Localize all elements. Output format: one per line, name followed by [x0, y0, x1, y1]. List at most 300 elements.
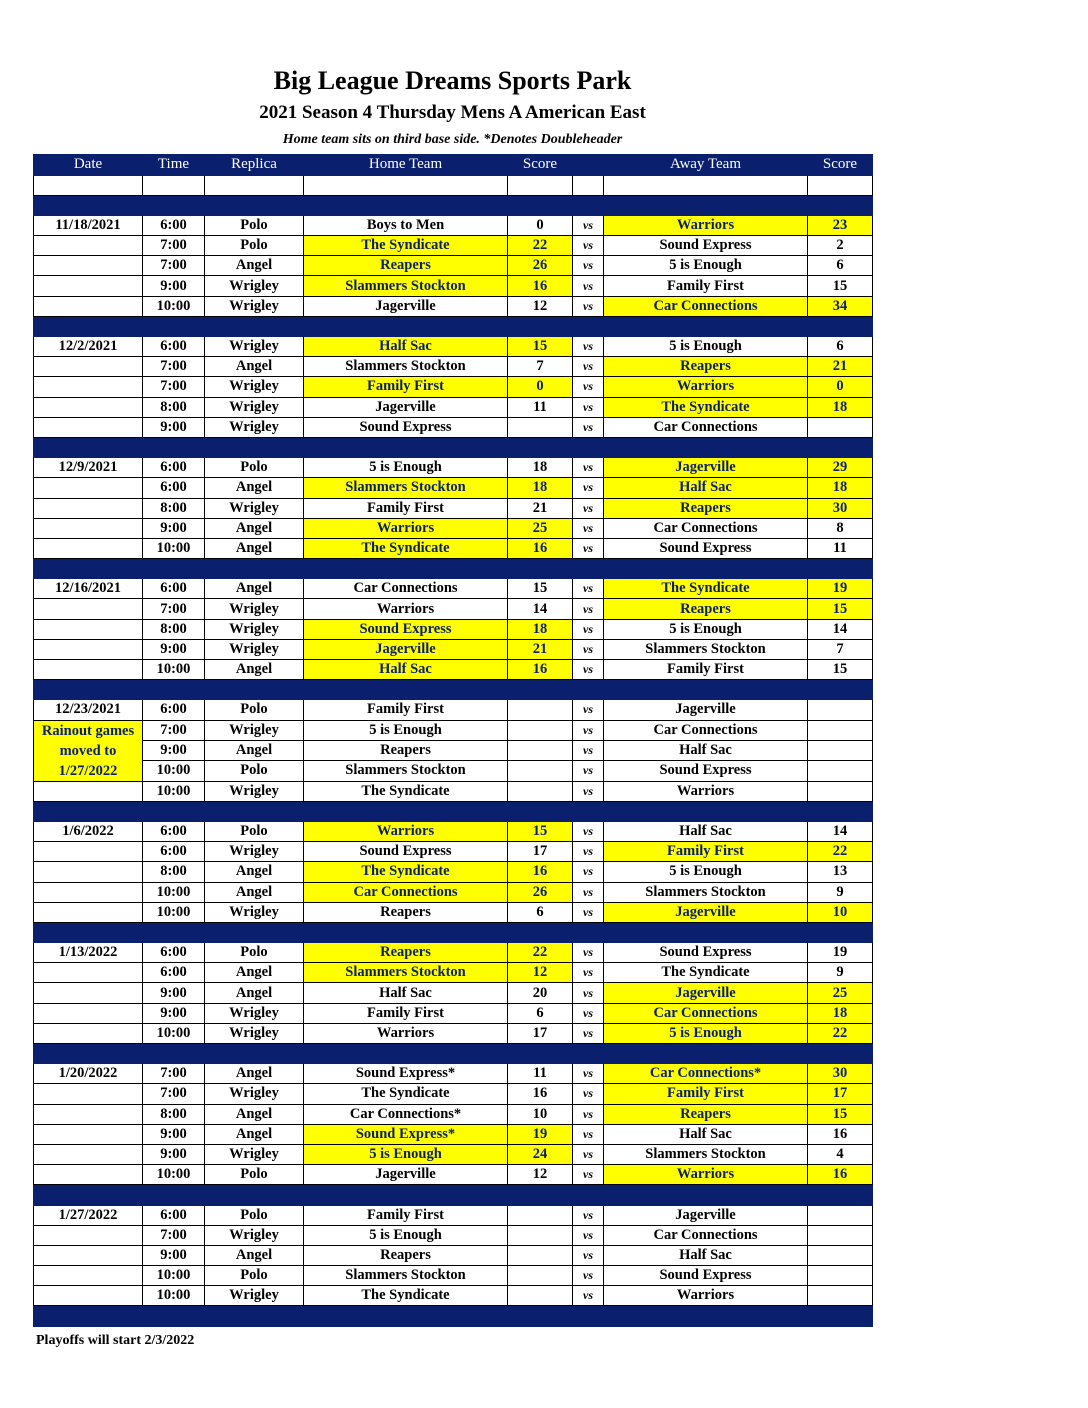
away-score [808, 1245, 873, 1265]
home-score [508, 720, 573, 740]
away-team: Sound Express [604, 1266, 808, 1286]
away-score: 0 [808, 377, 873, 397]
separator-row [34, 1044, 873, 1064]
empty-date-cell [34, 1104, 143, 1124]
vs-label: vs [573, 478, 604, 498]
away-score: 6 [808, 337, 873, 357]
game-time: 10:00 [143, 660, 205, 680]
game-replica: Angel [205, 740, 304, 760]
away-team: 5 is Enough [604, 862, 808, 882]
game-row [34, 1225, 873, 1245]
vs-label: vs [573, 983, 604, 1003]
vs-label: vs [573, 276, 604, 296]
home-score: 21 [508, 498, 573, 518]
game-replica: Wrigley [205, 337, 304, 357]
separator-cell [304, 1185, 508, 1205]
vs-label: vs [573, 781, 604, 801]
empty-date-cell [34, 1245, 143, 1265]
spacer-row [34, 175, 873, 195]
game-date: 1/13/2022 [34, 943, 143, 963]
separator-cell [304, 801, 508, 821]
separator-cell [143, 316, 205, 336]
game-row [34, 337, 873, 357]
home-score: 21 [508, 639, 573, 659]
separator-row [34, 316, 873, 336]
vs-label: vs [573, 882, 604, 902]
away-score: 11 [808, 538, 873, 558]
away-team: Half Sac [604, 821, 808, 841]
vs-label: vs [573, 599, 604, 619]
empty-date-cell [34, 1165, 143, 1185]
away-score [808, 1266, 873, 1286]
away-score: 21 [808, 357, 873, 377]
game-time: 9:00 [143, 983, 205, 1003]
empty-date-cell [34, 619, 143, 639]
home-team: Family First [304, 498, 508, 518]
away-team: Jagerville [604, 902, 808, 922]
home-score: 18 [508, 478, 573, 498]
home-score: 10 [508, 1104, 573, 1124]
home-team: Car Connections [304, 882, 508, 902]
game-row [34, 740, 873, 760]
separator-cell [604, 195, 808, 215]
away-team: Reapers [604, 1104, 808, 1124]
game-replica: Wrigley [205, 599, 304, 619]
away-score: 22 [808, 1023, 873, 1043]
separator-row [34, 801, 873, 821]
home-score: 26 [508, 256, 573, 276]
rainout-note: Rainout games moved to 1/27/2022 [34, 720, 143, 781]
game-time: 10:00 [143, 761, 205, 781]
separator-cell [604, 437, 808, 457]
game-row [34, 357, 873, 377]
game-date: 1/6/2022 [34, 821, 143, 841]
away-team: 5 is Enough [604, 256, 808, 276]
away-team: Family First [604, 660, 808, 680]
game-row [34, 377, 873, 397]
separator-cell [143, 1306, 205, 1326]
game-time: 6:00 [143, 842, 205, 862]
home-score: 17 [508, 842, 573, 862]
game-time: 9:00 [143, 1003, 205, 1023]
separator-cell [808, 559, 873, 579]
schedule-table [33, 154, 873, 1327]
separator-cell [304, 1044, 508, 1064]
game-replica: Angel [205, 1245, 304, 1265]
game-row [34, 1023, 873, 1043]
separator-cell [573, 559, 604, 579]
game-row [34, 1266, 873, 1286]
game-row [34, 1286, 873, 1306]
game-time: 6:00 [143, 478, 205, 498]
vs-label: vs [573, 1205, 604, 1225]
vs-label: vs [573, 619, 604, 639]
empty-cell [34, 175, 143, 195]
game-row [34, 1245, 873, 1265]
game-replica: Angel [205, 1064, 304, 1084]
separator-cell [573, 801, 604, 821]
empty-date-cell [34, 538, 143, 558]
away-score: 9 [808, 882, 873, 902]
separator-cell [34, 316, 143, 336]
game-time: 10:00 [143, 1286, 205, 1306]
game-row [34, 660, 873, 680]
separator-cell [205, 801, 304, 821]
game-replica: Angel [205, 256, 304, 276]
empty-date-cell [34, 902, 143, 922]
empty-date-cell [34, 377, 143, 397]
separator-cell [604, 1185, 808, 1205]
home-score: 18 [508, 619, 573, 639]
home-team: Jagerville [304, 397, 508, 417]
away-team: Half Sac [604, 1124, 808, 1144]
col-header-replica: Replica [205, 155, 304, 176]
vs-label: vs [573, 296, 604, 316]
separator-cell [205, 437, 304, 457]
game-time: 9:00 [143, 417, 205, 437]
separator-cell [143, 437, 205, 457]
home-score [508, 1245, 573, 1265]
home-team: Half Sac [304, 983, 508, 1003]
home-team: Sound Express [304, 842, 508, 862]
away-team: Reapers [604, 357, 808, 377]
home-score: 16 [508, 1084, 573, 1104]
game-time: 7:00 [143, 599, 205, 619]
separator-row [34, 437, 873, 457]
game-replica: Wrigley [205, 397, 304, 417]
separator-cell [808, 801, 873, 821]
vs-label: vs [573, 821, 604, 841]
game-replica: Angel [205, 1124, 304, 1144]
game-row [34, 983, 873, 1003]
home-score: 24 [508, 1144, 573, 1164]
home-team: Family First [304, 1205, 508, 1225]
separator-cell [304, 316, 508, 336]
vs-label: vs [573, 943, 604, 963]
away-score: 15 [808, 660, 873, 680]
vs-label: vs [573, 740, 604, 760]
home-team: The Syndicate [304, 236, 508, 256]
empty-date-cell [34, 417, 143, 437]
vs-label: vs [573, 417, 604, 437]
away-score [808, 1286, 873, 1306]
separator-cell [205, 1185, 304, 1205]
away-team: Reapers [604, 599, 808, 619]
game-replica: Polo [205, 215, 304, 235]
game-replica: Polo [205, 761, 304, 781]
vs-label: vs [573, 700, 604, 720]
home-team: 5 is Enough [304, 458, 508, 478]
home-score [508, 1286, 573, 1306]
game-time: 7:00 [143, 1225, 205, 1245]
home-team: Sound Express [304, 417, 508, 437]
game-row [34, 579, 873, 599]
home-score [508, 740, 573, 760]
away-score [808, 417, 873, 437]
game-replica: Polo [205, 1205, 304, 1225]
separator-cell [205, 1044, 304, 1064]
away-score: 13 [808, 862, 873, 882]
game-row [34, 963, 873, 983]
game-row [34, 700, 873, 720]
away-score: 2 [808, 236, 873, 256]
separator-cell [508, 680, 573, 700]
away-score: 18 [808, 397, 873, 417]
col-header-time: Time [143, 155, 205, 176]
vs-label: vs [573, 1266, 604, 1286]
empty-date-cell [34, 639, 143, 659]
away-team: Car Connections* [604, 1064, 808, 1084]
vs-label: vs [573, 1104, 604, 1124]
game-row [34, 498, 873, 518]
home-team: Reapers [304, 943, 508, 963]
empty-date-cell [34, 862, 143, 882]
home-score [508, 781, 573, 801]
away-score [808, 740, 873, 760]
game-replica: Wrigley [205, 377, 304, 397]
game-row [34, 1064, 873, 1084]
game-row [34, 296, 873, 316]
empty-date-cell [34, 1124, 143, 1144]
empty-date-cell [34, 963, 143, 983]
home-score: 16 [508, 276, 573, 296]
home-team: Warriors [304, 1023, 508, 1043]
game-time: 6:00 [143, 579, 205, 599]
game-replica: Wrigley [205, 902, 304, 922]
away-team: 5 is Enough [604, 337, 808, 357]
game-time: 8:00 [143, 619, 205, 639]
away-score [808, 700, 873, 720]
separator-cell [304, 195, 508, 215]
game-row [34, 842, 873, 862]
separator-cell [508, 1306, 573, 1326]
separator-cell [34, 801, 143, 821]
home-team: Jagerville [304, 1165, 508, 1185]
separator-cell [573, 437, 604, 457]
empty-cell [808, 175, 873, 195]
away-team: Car Connections [604, 518, 808, 538]
game-row [34, 902, 873, 922]
home-team: Slammers Stockton [304, 1266, 508, 1286]
separator-cell [508, 195, 573, 215]
home-score [508, 417, 573, 437]
separator-cell [808, 316, 873, 336]
vs-label: vs [573, 1165, 604, 1185]
vs-label: vs [573, 377, 604, 397]
game-time: 8:00 [143, 397, 205, 417]
away-score: 19 [808, 943, 873, 963]
separator-cell [34, 1185, 143, 1205]
game-replica: Angel [205, 660, 304, 680]
game-date: 12/2/2021 [34, 337, 143, 357]
away-team: Sound Express [604, 236, 808, 256]
empty-cell [205, 175, 304, 195]
vs-label: vs [573, 397, 604, 417]
away-score: 30 [808, 498, 873, 518]
empty-date-cell [34, 983, 143, 1003]
game-time: 10:00 [143, 296, 205, 316]
separator-cell [573, 316, 604, 336]
home-team: 5 is Enough [304, 1225, 508, 1245]
home-team: Family First [304, 700, 508, 720]
separator-cell [34, 1044, 143, 1064]
away-score: 29 [808, 458, 873, 478]
empty-date-cell [34, 1003, 143, 1023]
separator-cell [508, 1185, 573, 1205]
game-time: 10:00 [143, 902, 205, 922]
empty-date-cell [34, 276, 143, 296]
home-team: Warriors [304, 599, 508, 619]
separator-cell [508, 801, 573, 821]
home-team: The Syndicate [304, 781, 508, 801]
game-time: 6:00 [143, 215, 205, 235]
game-time: 7:00 [143, 1084, 205, 1104]
game-replica: Wrigley [205, 639, 304, 659]
game-date: 12/16/2021 [34, 579, 143, 599]
away-team: Jagerville [604, 700, 808, 720]
separator-cell [304, 559, 508, 579]
away-team: Half Sac [604, 478, 808, 498]
away-team: Car Connections [604, 720, 808, 740]
game-replica: Wrigley [205, 498, 304, 518]
vs-label: vs [573, 963, 604, 983]
game-time: 10:00 [143, 882, 205, 902]
game-row [34, 821, 873, 841]
home-team: Reapers [304, 902, 508, 922]
separator-cell [808, 680, 873, 700]
home-score: 22 [508, 236, 573, 256]
home-team: The Syndicate [304, 1286, 508, 1306]
separator-cell [573, 680, 604, 700]
vs-label: vs [573, 458, 604, 478]
vs-label: vs [573, 579, 604, 599]
game-row [34, 639, 873, 659]
separator-cell [205, 316, 304, 336]
separator-cell [143, 1044, 205, 1064]
game-time: 9:00 [143, 1144, 205, 1164]
game-replica: Wrigley [205, 1225, 304, 1245]
separator-cell [508, 559, 573, 579]
away-team: Reapers [604, 498, 808, 518]
away-score: 16 [808, 1165, 873, 1185]
game-replica: Wrigley [205, 619, 304, 639]
game-time: 7:00 [143, 357, 205, 377]
away-score: 10 [808, 902, 873, 922]
vs-label: vs [573, 236, 604, 256]
home-team: Warriors [304, 518, 508, 538]
away-team: Warriors [604, 781, 808, 801]
away-score: 4 [808, 1144, 873, 1164]
game-replica: Wrigley [205, 276, 304, 296]
separator-cell [34, 559, 143, 579]
game-time: 6:00 [143, 821, 205, 841]
separator-cell [808, 922, 873, 942]
home-team: Car Connections [304, 579, 508, 599]
vs-label: vs [573, 1003, 604, 1023]
game-row [34, 1165, 873, 1185]
separator-cell [205, 195, 304, 215]
separator-cell [604, 1306, 808, 1326]
separator-cell [573, 1306, 604, 1326]
home-score: 16 [508, 660, 573, 680]
vs-label: vs [573, 1144, 604, 1164]
game-row [34, 720, 873, 740]
empty-cell [143, 175, 205, 195]
away-team: Sound Express [604, 761, 808, 781]
separator-cell [143, 559, 205, 579]
away-team: Car Connections [604, 1003, 808, 1023]
separator-cell [604, 922, 808, 942]
away-team: The Syndicate [604, 963, 808, 983]
home-score: 6 [508, 1003, 573, 1023]
separator-cell [508, 922, 573, 942]
separator-cell [34, 1306, 143, 1326]
game-row [34, 276, 873, 296]
empty-date-cell [34, 1144, 143, 1164]
away-team: Family First [604, 842, 808, 862]
away-team: Car Connections [604, 296, 808, 316]
away-team: Family First [604, 276, 808, 296]
game-time: 7:00 [143, 236, 205, 256]
separator-row [34, 922, 873, 942]
separator-row [34, 559, 873, 579]
empty-date-cell [34, 236, 143, 256]
away-team: Jagerville [604, 983, 808, 1003]
game-time: 9:00 [143, 740, 205, 760]
separator-cell [573, 195, 604, 215]
home-team: Jagerville [304, 639, 508, 659]
away-team: Family First [604, 1084, 808, 1104]
separator-cell [573, 1185, 604, 1205]
game-row [34, 599, 873, 619]
separator-cell [205, 922, 304, 942]
home-team: Family First [304, 377, 508, 397]
separator-row [34, 680, 873, 700]
col-header-home-score: Score [508, 155, 573, 176]
game-replica: Wrigley [205, 842, 304, 862]
separator-cell [573, 922, 604, 942]
game-replica: Wrigley [205, 1286, 304, 1306]
home-team: Reapers [304, 1245, 508, 1265]
game-time: 6:00 [143, 337, 205, 357]
home-score: 12 [508, 1165, 573, 1185]
vs-label: vs [573, 862, 604, 882]
home-score: 15 [508, 821, 573, 841]
away-team: Sound Express [604, 538, 808, 558]
separator-cell [34, 680, 143, 700]
game-time: 7:00 [143, 720, 205, 740]
game-replica: Polo [205, 943, 304, 963]
game-time: 8:00 [143, 498, 205, 518]
separator-cell [304, 680, 508, 700]
empty-cell [508, 175, 573, 195]
game-time: 7:00 [143, 1064, 205, 1084]
game-row [34, 1205, 873, 1225]
game-time: 6:00 [143, 458, 205, 478]
game-replica: Polo [205, 700, 304, 720]
separator-cell [143, 195, 205, 215]
game-replica: Wrigley [205, 296, 304, 316]
empty-date-cell [34, 599, 143, 619]
away-team: The Syndicate [604, 579, 808, 599]
game-time: 6:00 [143, 943, 205, 963]
away-team: Half Sac [604, 1245, 808, 1265]
away-score: 8 [808, 518, 873, 538]
separator-cell [143, 680, 205, 700]
home-score [508, 761, 573, 781]
home-score [508, 1266, 573, 1286]
game-replica: Polo [205, 458, 304, 478]
